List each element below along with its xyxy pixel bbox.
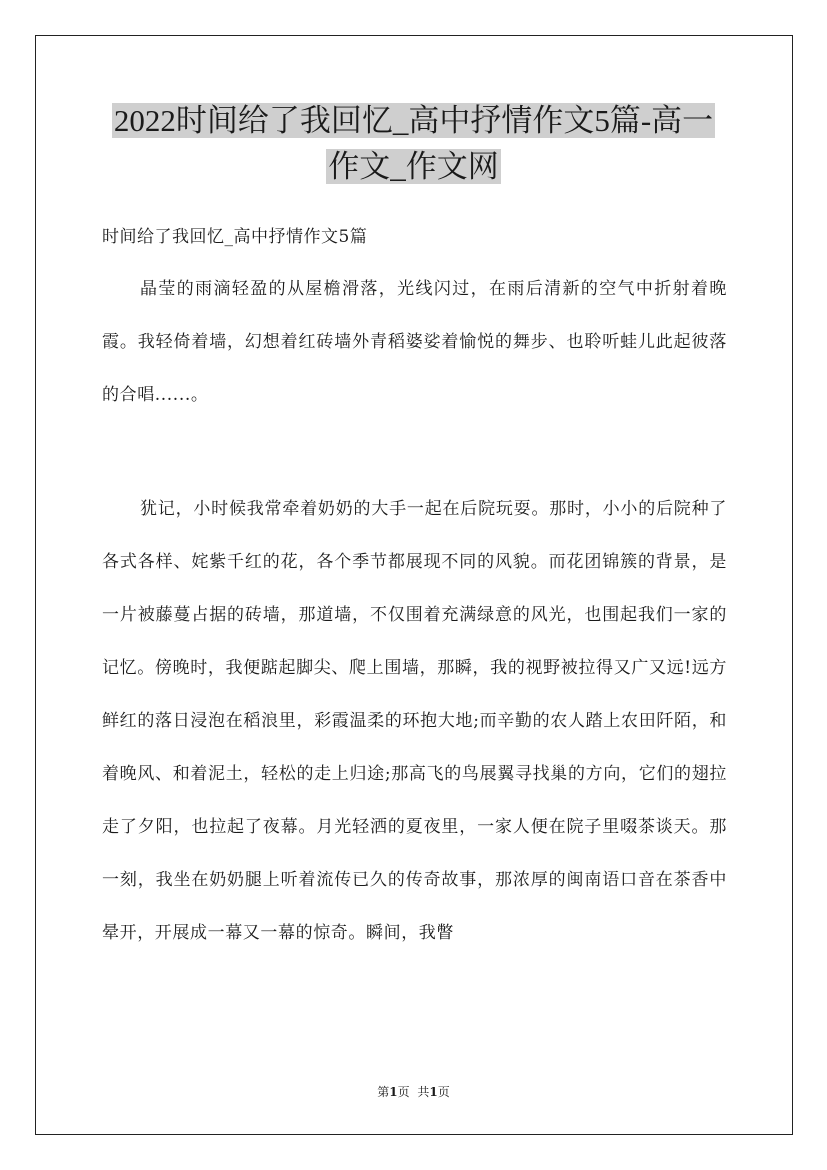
document-title [0, 98, 827, 190]
footer-total-pages: 1 [429, 1085, 438, 1099]
footer-page-suffix: 页 [397, 1085, 410, 1099]
page-footer [0, 1083, 827, 1101]
paragraph-1: 晶莹的雨滴轻盈的从屋檐滑落，光线闪过，在雨后清新的空气中折射着晚霞。我轻倚着墙，幻想着红砖墙外青稻婆娑着愉悦的舞步、也聆听蛙儿此起彼落的合唱......。 [102, 279, 727, 405]
document-title-line-1: 2022时间给了我回忆_高中抒情作文5篇-高一 [113, 103, 714, 138]
document-subtitle: 时间给了我回忆_高中抒情作文5篇 [102, 227, 368, 247]
footer-total-prefix: 共 [417, 1085, 430, 1099]
footer-prefix: 第 [377, 1085, 390, 1099]
footer-page-number: 1 [389, 1085, 398, 1099]
document-title-line-2: 作文_作文网 [328, 149, 499, 184]
footer-total-suffix: 页 [437, 1085, 450, 1099]
paragraph-2: 犹记，小时候我常牵着奶奶的大手一起在后院玩耍。那时，小小的后院种了各式各样、姹紫千红的花，各个季节都展现不同的风貌。而花团锦簇的背景，是一片被藤蔓占据的砖墙，那道墙，不仅围着充满绿意的风光，也围起我们一家的记忆。傍晚时，我便踮起脚尖、爬上围墙，那瞬，我的视野被拉得又广又远!远方鲜红的落日浸泡在稻浪里，彩霞温柔的环抱大地;而辛勤的农人踏上农田阡陌，和着晚风、和着泥土，轻松的走上归途;那高飞的鸟展翼寻找巢的方向，它们的翅拉走了夕阳，也拉起了夜幕。月光轻洒的夏夜里，一家人便在院子里啜茶谈天。那一刻，我坐在奶奶腿上听着流传已久的传奇故事，那浓厚的闽南语口音在茶香中晕开，开展成一幕又一幕的惊奇。瞬间，我瞥 [102, 499, 727, 943]
